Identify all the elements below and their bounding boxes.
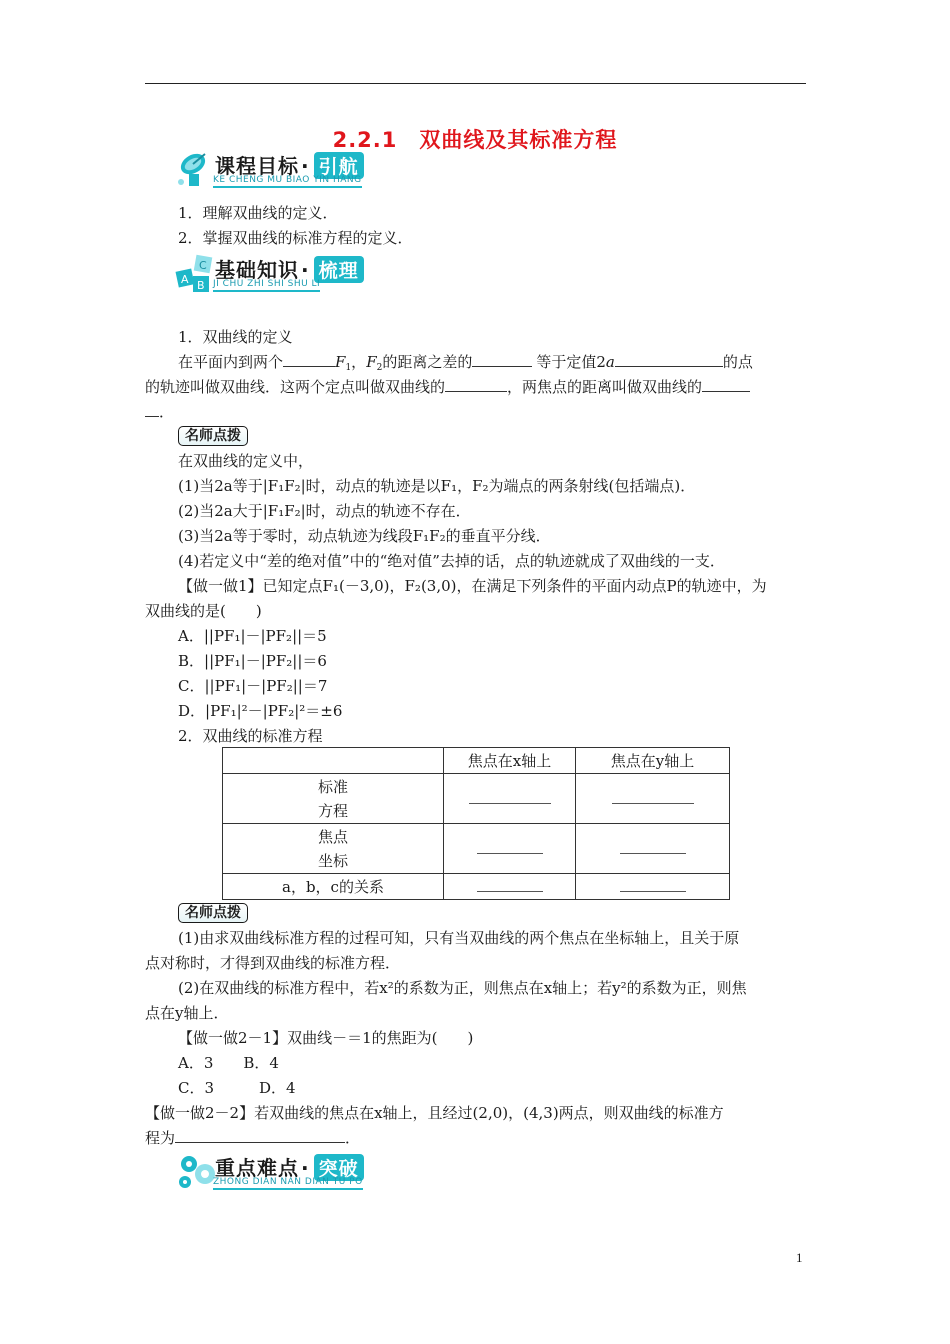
banner-key-points: 重点难点 · 突破 ZHONG DIAN NAN DIAN TU PO <box>175 1150 400 1192</box>
exercise-2-1-options-ab[interactable]: A．3 B．4 <box>178 1054 279 1072</box>
definition-line-3: ． <box>145 402 174 422</box>
cell-equation-y[interactable] <box>576 774 730 824</box>
blank-fixed-points[interactable] <box>283 352 335 367</box>
tip2-line-1: 点对称时，才得到双曲线的标准方程． <box>145 954 401 972</box>
tip2-line-2: (2)在双曲线的标准方程中，若x²的系数为正，则焦点在x轴上；若y²的系数为正，则焦 <box>178 979 747 997</box>
standard-equation-table <box>222 747 730 900</box>
exercise-2-2-question: 【做一做2－2】若双曲线的焦点在x轴上，且经过(2,0)，(4,3)两点，则双曲线的标准方 <box>145 1104 724 1122</box>
exercise-1-option-c[interactable]: C．||PF₁|－|PF₂||＝7 <box>178 677 328 695</box>
tip1-line-3: (3)当2a等于零时，动点轨迹为线段F₁F₂的垂直平分线． <box>178 527 551 545</box>
blank-focal-distance[interactable] <box>702 377 750 392</box>
svg-text:C: C <box>199 259 207 272</box>
tip2-line-0: (1)由求双曲线标准方程的过程可知，只有当双曲线的两个焦点在坐标轴上，且关于原 <box>178 929 740 947</box>
row-label-abc: a，b，c的关系 <box>223 874 444 900</box>
tip1-line-1: (1)当2a等于|F₁F₂|时，动点的轨迹是以F₁，F₂为端点的两条射线(包括端点)． <box>178 477 696 495</box>
tip1-line-4: (4)若定义中“差的绝对值”中的“绝对值”去掉的话，点的轨迹就成了双曲线的一支． <box>178 552 725 570</box>
tip-label-1: 名师点拨 <box>178 426 248 446</box>
table-row <box>223 874 730 900</box>
table-header-y-axis: 焦点在y轴上 <box>576 748 730 774</box>
exercise-2-1-options-cd[interactable]: C．3 D．4 <box>178 1079 296 1097</box>
banner-basics: A C B 基础知识 · 梳理 JI CHU ZHI SHI SHU LI <box>175 252 400 294</box>
blank-focal-distance-cont[interactable] <box>145 402 159 417</box>
blank-foci[interactable] <box>445 377 507 392</box>
svg-text:A: A <box>181 273 189 286</box>
row-label-foci: 焦点 坐标 <box>223 824 444 874</box>
blank-condition[interactable] <box>615 352 723 367</box>
section-1-heading: 1．双曲线的定义 <box>178 328 293 346</box>
exercise-2-1-question: 【做一做2－1】双曲线－＝1的焦距为( ) <box>178 1029 474 1047</box>
cell-abc-x[interactable] <box>444 874 576 900</box>
cell-foci-x[interactable] <box>444 824 576 874</box>
top-rule <box>145 83 806 84</box>
exercise-1-option-b[interactable]: B．||PF₁|－|PF₂||＝6 <box>178 652 327 670</box>
section-2-heading: 2．双曲线的标准方程 <box>178 727 323 745</box>
exercise-1-option-a[interactable]: A．||PF₁|－|PF₂||＝5 <box>178 627 327 645</box>
tip1-line-2: (2)当2a大于|F₁F₂|时，动点的轨迹不存在． <box>178 502 471 520</box>
exercise-1-option-d[interactable]: D．|PF₁|²－|PF₂|²＝±6 <box>178 702 343 720</box>
goal-1: 1．理解双曲线的定义． <box>178 204 338 222</box>
goal-2: 2．掌握双曲线的标准方程的定义． <box>178 229 413 247</box>
row-label-equation: 标准 方程 <box>223 774 444 824</box>
exercise-1-question-cont: 双曲线的是( ) <box>145 602 262 620</box>
cell-abc-y[interactable] <box>576 874 730 900</box>
tip2-line-3: 点在y轴上． <box>145 1004 229 1022</box>
table-header-blank <box>223 748 444 774</box>
svg-text:B: B <box>197 279 205 292</box>
tip-label-2: 名师点拨 <box>178 903 248 923</box>
exercise-1-question: 【做一做1】已知定点F₁(－3,0)，F₂(3,0)，在满足下列条件的平面内动点P的轨迹中，为 <box>178 577 767 595</box>
table-row <box>223 824 730 874</box>
table-header-row <box>223 748 730 774</box>
banner-course-goals: 课程目标 · 引航 KE CHENG MU BIAO YIN HANG <box>175 148 385 190</box>
cell-foci-y[interactable] <box>576 824 730 874</box>
cell-equation-x[interactable] <box>444 774 576 824</box>
table-header-x-axis: 焦点在x轴上 <box>444 748 576 774</box>
blank-absolute-value[interactable] <box>472 352 532 367</box>
page-number: 1 <box>796 1250 803 1265</box>
exercise-2-2-answer: 程为 ． <box>145 1129 361 1147</box>
tip1-line-0: 在双曲线的定义中， <box>178 452 314 470</box>
blank-standard-equation[interactable] <box>175 1128 345 1143</box>
definition-line-2: 的轨迹叫做双曲线．这两个定点叫做双曲线的 ，两焦点的距离叫做双曲线的 <box>145 377 750 397</box>
definition-line-1: 在平面内到两个 $F_1$，$F_2$的距离之差的 等于定值2a 的点 <box>178 353 753 373</box>
table-row <box>223 774 730 824</box>
page-title: 2.2.1 双曲线及其标准方程 <box>332 128 618 152</box>
